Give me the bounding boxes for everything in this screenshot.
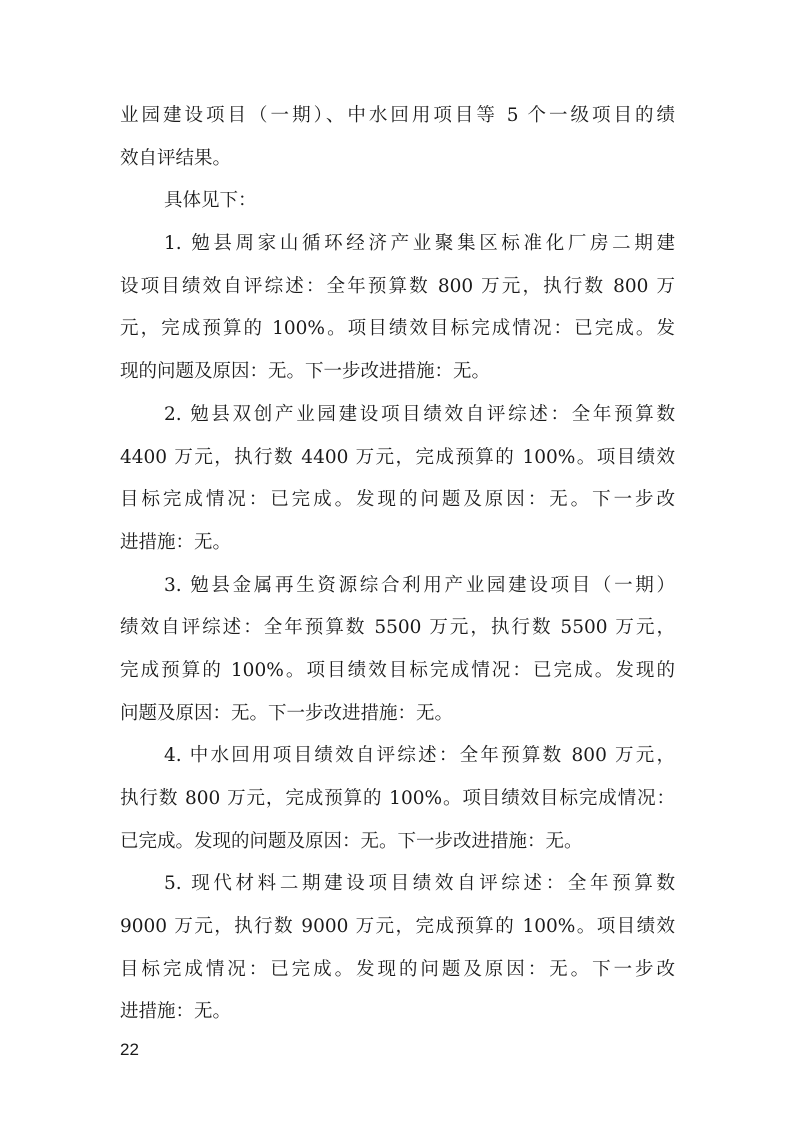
page-number: 22: [120, 1040, 139, 1059]
text-line: 完成预算的 100%。项目绩效目标完成情况：已完成。发现的: [120, 659, 675, 681]
text-line: 元，完成预算的 100%。项目绩效目标完成情况：已完成。发: [120, 318, 675, 340]
text-line: 4400 万元，执行数 4400 万元，完成预算的 100%。项目绩效: [120, 446, 675, 468]
paragraph-item-1: [120, 227, 675, 388]
text-line: 业园建设项目（一期）、中水回用项目等 5 个一级项目的绩: [120, 105, 675, 126]
paragraph-item-4: [120, 739, 675, 857]
text-line: 2. 勉县双创产业园建设项目绩效自评综述：全年预算数: [164, 403, 675, 425]
paragraph-item-3: [120, 569, 675, 730]
text-line: 目标完成情况：已完成。发现的问题及原因：无。下一步改: [120, 958, 675, 980]
text-line: 已完成。发现的问题及原因：无。下一步改进措施：无。: [120, 830, 583, 852]
text-line: 绩效自评综述：全年预算数 5500 万元，执行数 5500 万元，: [120, 617, 675, 639]
text-line: 进措施：无。: [120, 1001, 232, 1023]
text-line: 1. 勉县周家山循环经济产业聚集区标准化厂房二期建: [164, 233, 675, 255]
text-line: 目标完成情况：已完成。发现的问题及原因：无。下一步改: [120, 489, 675, 511]
text-line: 现的问题及原因：无。下一步改进措施：无。: [120, 361, 491, 383]
text-line: 进措施：无。: [120, 531, 232, 553]
paragraph-item-2: [120, 398, 675, 559]
text-line: 5. 现代材料二期建设项目绩效自评综述：全年预算数: [164, 873, 675, 895]
text-line: 问题及原因：无。下一步改进措施：无。: [120, 702, 454, 724]
paragraph-item-5: [120, 867, 675, 1028]
paragraph-intro: [120, 99, 675, 175]
text-line: 效自评结果。: [120, 147, 232, 169]
text-line: 执行数 800 万元，完成预算的 100%。项目绩效目标完成情况：: [120, 788, 675, 809]
text-line: 设项目绩效自评综述：全年预算数 800 万元，执行数 800 万: [120, 275, 675, 297]
document-body: [120, 99, 675, 1038]
text-line: 4. 中水回用项目绩效自评综述：全年预算数 800 万元，: [164, 745, 675, 767]
text-line: 具体见下：: [164, 190, 257, 212]
paragraph-lead: [120, 184, 675, 217]
text-line: 3. 勉县金属再生资源综合利用产业园建设项目（一期）: [164, 574, 675, 596]
text-line: 9000 万元，执行数 9000 万元，完成预算的 100%。项目绩效: [120, 916, 675, 938]
